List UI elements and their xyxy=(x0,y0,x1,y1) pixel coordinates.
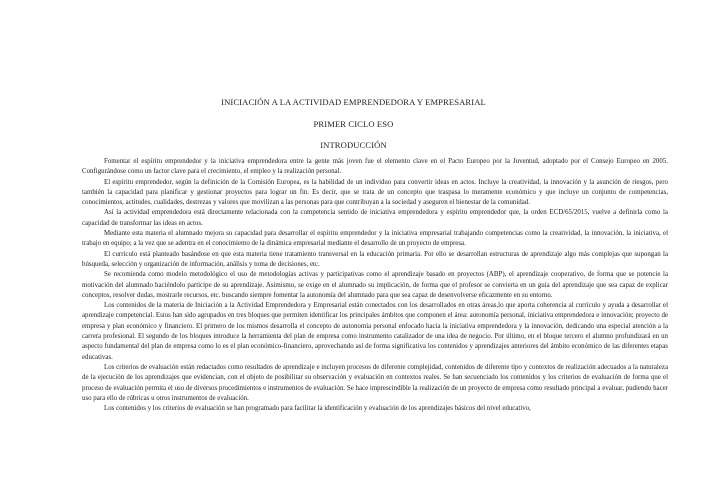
paragraph: Se recomienda como modelo metodológico el uso de metodologías activas y participativas como el aprendizaje basado en proyectos (ABP), el aprendizaje cooperativo, de forma que se potencie la motivación del alumnado haciéndolo partícipe de su aprendizaje. Asimismo, se exige en el alumnado su implicación, de forma que el profesor se convierta en un guía del aprendizaje que sea capaz de explicar conceptos, resolver dudas, mostrarle recursos, etc. buscando siempre fomentar la autonomía del alumnado para que sea capaz de desenvolverse eficazmente en su entorno. xyxy=(82,271,668,299)
document-subtitle: PRIMER CICLO ESO xyxy=(313,119,394,129)
paragraph: El currículo está planteado basándose en que esta materia tiene tratamiento transversal en la educación primaria. Por ello se desarrollan estructuras de aprendizaje algo más complejas que supongan la búsqueda, selección y organización de información, análisis y toma de decisiones, etc. xyxy=(82,250,668,268)
paragraph: Los contenidos de la materia de Iniciación a la Actividad Emprendedora y Empresarial están conectados con los desarrollados en otras áreas,lo que aporta coherencia al currículo y ayuda a desarrollar el aprendizaje competencial. Estos han sido agrupados en tres bloques que permiten identificar los principales ámbitos que componen el área: autonomía personal, iniciativa emprendedora e innovación; proyecto de empresa y plan económico y financiero. El primero de los mismos desarrolla el concepto de autonomía personal enfocado hacia la iniciativa emprendedora y la innovación, dedicando una especial atención a la carrera profesional. El segundo de los bloques introduce la herramienta del plan de empresa como instrumento catalizador de una idea de negocio. Por último, en el bloque tercero el alumno profundizará en un aspecto fundamental del plan de empresa como lo es el plan económico-financiero, aprovechando así de forma significativa los contenidos y aprendizajes anteriores del ámbito económico de las diferentes etapas educativas. xyxy=(82,302,668,361)
paragraph: Los criterios de evaluación están redactados como resultados de aprendizaje e incluyen procesos de diferente complejidad, contenidos de diferente tipo y contextos de realización adecuados a la naturaleza de la ejecución de los aprendizajes que evidencian, con el objeto de posibilitar su observación y evaluación en contextos reales. Se han secuenciado los contenidos y los criterios de evaluación de forma que el proceso de evaluación permita el uso de diversos procedimientos e instrumentos de evaluación. Se hace imprescindible la realización de un proyecto de empresa como resultado principal a evaluar, pudiendo hacer uso para ello de rúbricas u otros instrumentos de evaluación. xyxy=(82,363,668,402)
paragraph: Fomentar el espíritu emprendedor y la iniciativa emprendedora entre la gente más joven fue el elemento clave en el Pacto Europeo por la Juventud, adoptado por el Consejo Europeo en 2005. Configurándose como un factor clave para el crecimiento, el empleo y la realización personal. xyxy=(82,158,668,176)
document-body xyxy=(82,157,668,414)
paragraph: El espíritu emprendedor, según la definición de la Comisión Europea, es la habilidad de un individuo para convertir ideas en actos. Incluye la creatividad, la innovación y la asunción de riesgos, pero también la capacidad para planificar y gestionar proyectos para lograr un fin. Es decir, que se trata de un concepto que traspasa lo meramente económico y que incluye un conjunto de competencias, conocimientos, actitudes, cualidades, destrezas y valores que movilizan a las personas para que contribuyan a la sociedad y aseguren el bienestar de la comunidad. xyxy=(82,178,668,207)
document-title: INICIACIÓN A LA ACTIVIDAD EMPRENDEDORA Y EMPRESARIAL xyxy=(221,97,486,107)
paragraph: Mediante esta materia el alumnado mejora su capacidad para desarrollar el espíritu emprendedor y la iniciativa empresarial trabajando competencias como la creatividad, la innovación, la iniciativa, el trabajo en equipo; a la vez que se adentra en el conocimiento de la dinámica empresarial mediante el desarrollo de un proyecto de empresa. xyxy=(82,230,668,248)
paragraph: Así la actividad emprendedora está directamente relacionada con la competencia sentido de iniciativa emprendedora y espíritu emprendedor que, la orden ECD/65/2015, vuelve a definirla como la capacidad de transformar las ideas en actos. xyxy=(82,209,668,227)
paragraph: Los contenidos y los criterios de evaluación se han programado para facilitar la identificación y evaluación de los aprendizajes básicos del nivel educativo, xyxy=(104,405,531,413)
section-heading: INTRODUCCIÓN xyxy=(320,140,387,150)
